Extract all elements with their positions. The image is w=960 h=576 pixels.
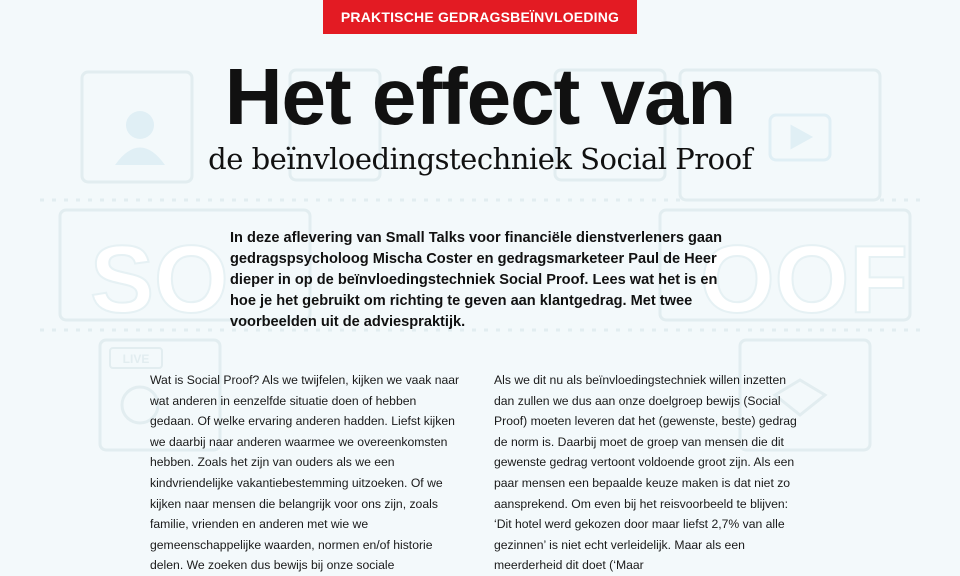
article-intro: In deze aflevering van Small Talks voor financiële dienstverleners gaan gedragspsycholoog Mischa Coster en gedragsmarketeer Paul de Heer dieper in op de beïnvloedingstechniek Social Proof. Lees wat het is en hoe je het gebruikt om richting te geven aan klantgedrag. Met twee voorbeelden uit de adviespraktijk. — [230, 230, 723, 330]
watermark-left: SO — [90, 226, 229, 333]
body-column-left: Wat is Social Proof? Als we twijfelen, kijken we vaak naar wat anderen in eenzelfde situatie doen of hebben gedaan. Of welke ervaring anderen hadden. Liefst kijken we daarbij naar anderen waarmee we overeenkomsten hebben. Zoals het zijn van ouders als we een kindvriendelijke vakantiebestemming uitzoeken. Of we kijken naar mensen die belangrijk voor ons zijn, zoals familie, vrienden en anderen met wie we gemeenschappelijke waarden, normen en/of historie delen. We zoeken dus bewijs bij onze sociale — [150, 373, 460, 573]
svg-text:LIVE: LIVE — [122, 352, 150, 366]
watermark-right: OOF — [700, 226, 908, 333]
category-label[interactable]: PRAKTISCHE GEDRAGSBEÏNVLOEDING — [323, 0, 637, 34]
article-subtitle: de beïnvloedingstechniek Social Proof — [208, 142, 752, 176]
body-column-right: Als we dit nu als beïnvloedingstechniek willen inzetten dan zullen we dus aan onze doelgroep bewijs (Social Proof) moeten leveren dat het (gewenste, beste) gedrag de norm is. Daarbij moet de groep van mensen die dit gewenste gedrag vertoont voldoende groot zijn. Als een paar mensen een bepaalde keuze maken is dat niet zo aansprekend. Om even bij het reisvoorbeeld te blijven: ‘Dit hotel werd gekozen door maar liefst 2,7% van alle gezinnen’ is niet echt verleidelijk. Maar als een meerderheid dit doet (‘Maar — [494, 373, 797, 573]
article-title: Het effect van — [224, 52, 736, 141]
